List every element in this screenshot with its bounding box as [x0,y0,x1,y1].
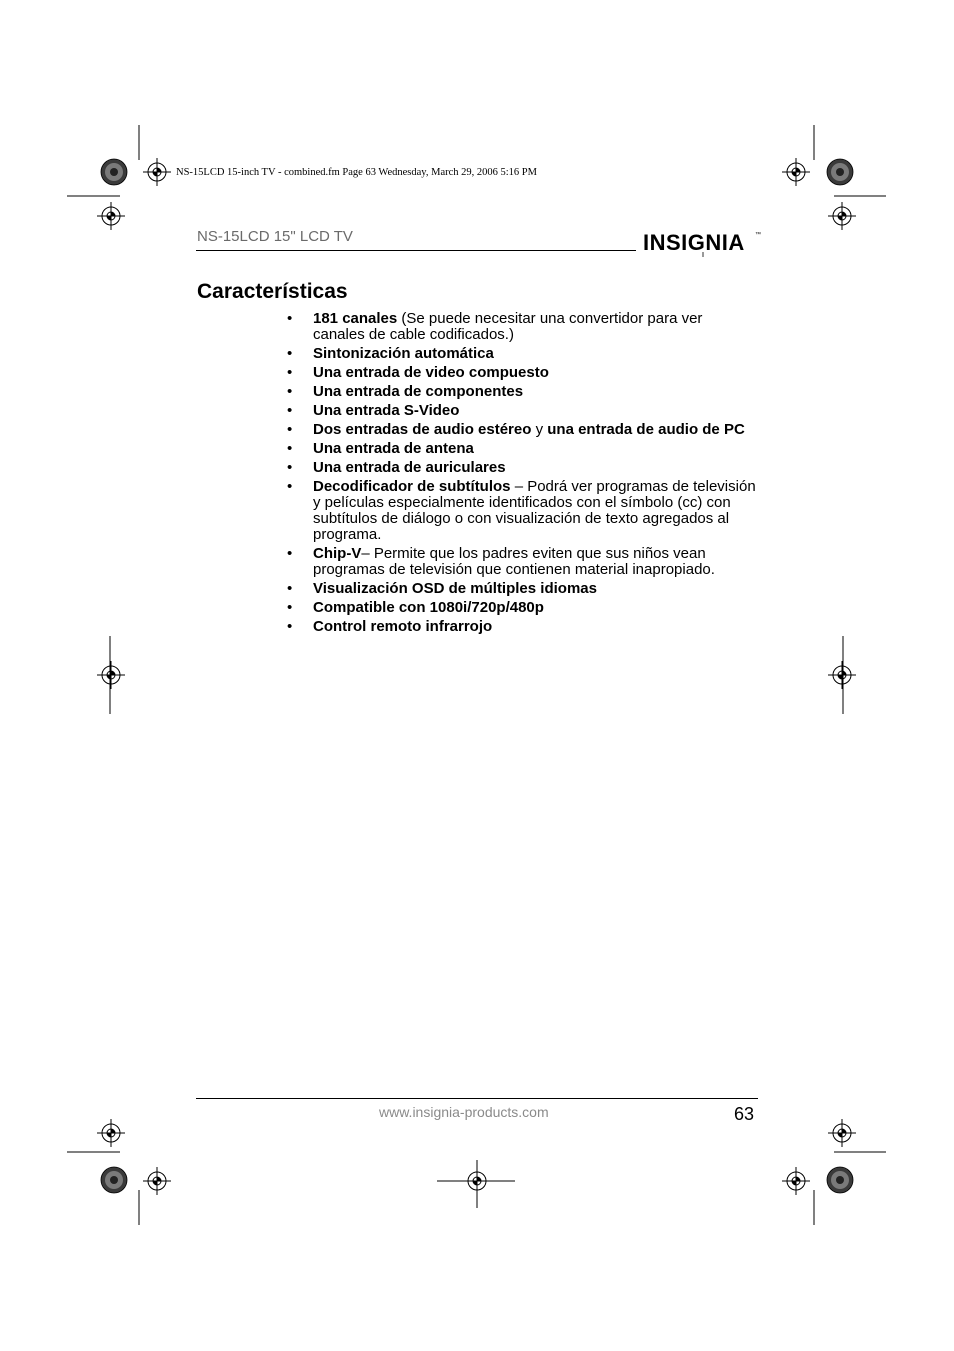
feature-name: Una entrada de componentes [313,383,524,400]
feature-name: Una entrada de auriculares [313,459,506,476]
footer-rule [196,1098,758,1099]
feature-name: Dos entradas de audio estéreo [313,421,532,438]
feature-item [287,460,757,476]
header-rule [196,250,636,251]
feature-item [287,479,757,543]
header-title: NS-15LCD 15" LCD TV [197,228,353,245]
feature-item [287,441,757,457]
feature-name: Visualización OSD de múltiples idiomas [313,580,597,597]
feature-name: Chip-V [313,545,362,562]
feature-item [287,581,757,597]
feature-item [287,384,757,400]
feature-name: 181 canales [313,310,398,327]
feature-description: – Permite que los padres eviten que sus niños vean programas de televisión que contienen material inapropiado. [313,545,715,578]
feature-item [287,311,757,343]
print-slug: NS-15LCD 15-inch TV - combined.fm Page 63 Wednesday, March 29, 2006 5:16 PM [176,167,537,178]
insignia-logo [643,226,763,258]
feature-item [287,346,757,362]
feature-item [287,365,757,381]
feature-description: (Se puede necesitar una convertidor para ver canales de cable codificados.) [313,310,703,343]
feature-item [287,600,757,616]
feature-item [287,403,757,419]
feature-item [287,546,757,578]
feature-name: Sintonización automática [313,345,494,362]
feature-item [287,619,757,635]
svg-text:™: ™ [755,232,761,238]
feature-item [287,422,757,438]
feature-name: una entrada de audio de PC [547,421,745,438]
feature-name: Decodificador de subtítulos [313,478,511,495]
feature-name: Una entrada de video compuesto [313,364,549,381]
page-number: 63 [734,1104,755,1124]
feature-name: Una entrada de antena [313,440,474,457]
feature-description: – Podrá ver programas de televisión y películas especialmente identificados con el símbolo (cc) con subtítulos de diálogo o con visualización de texto agregados al programa. [313,478,756,543]
feature-name: Una entrada S-Video [313,402,460,419]
feature-description: y [531,421,548,438]
footer-url: www.insignia-products.com [379,1104,549,1120]
feature-list [287,311,757,638]
feature-name: Control remoto infrarrojo [313,618,493,635]
page-heading: Características [197,280,348,303]
svg-text:INSIGNIA: INSIGNIA [643,230,745,255]
feature-name: Compatible con 1080i/720p/480p [313,599,544,616]
